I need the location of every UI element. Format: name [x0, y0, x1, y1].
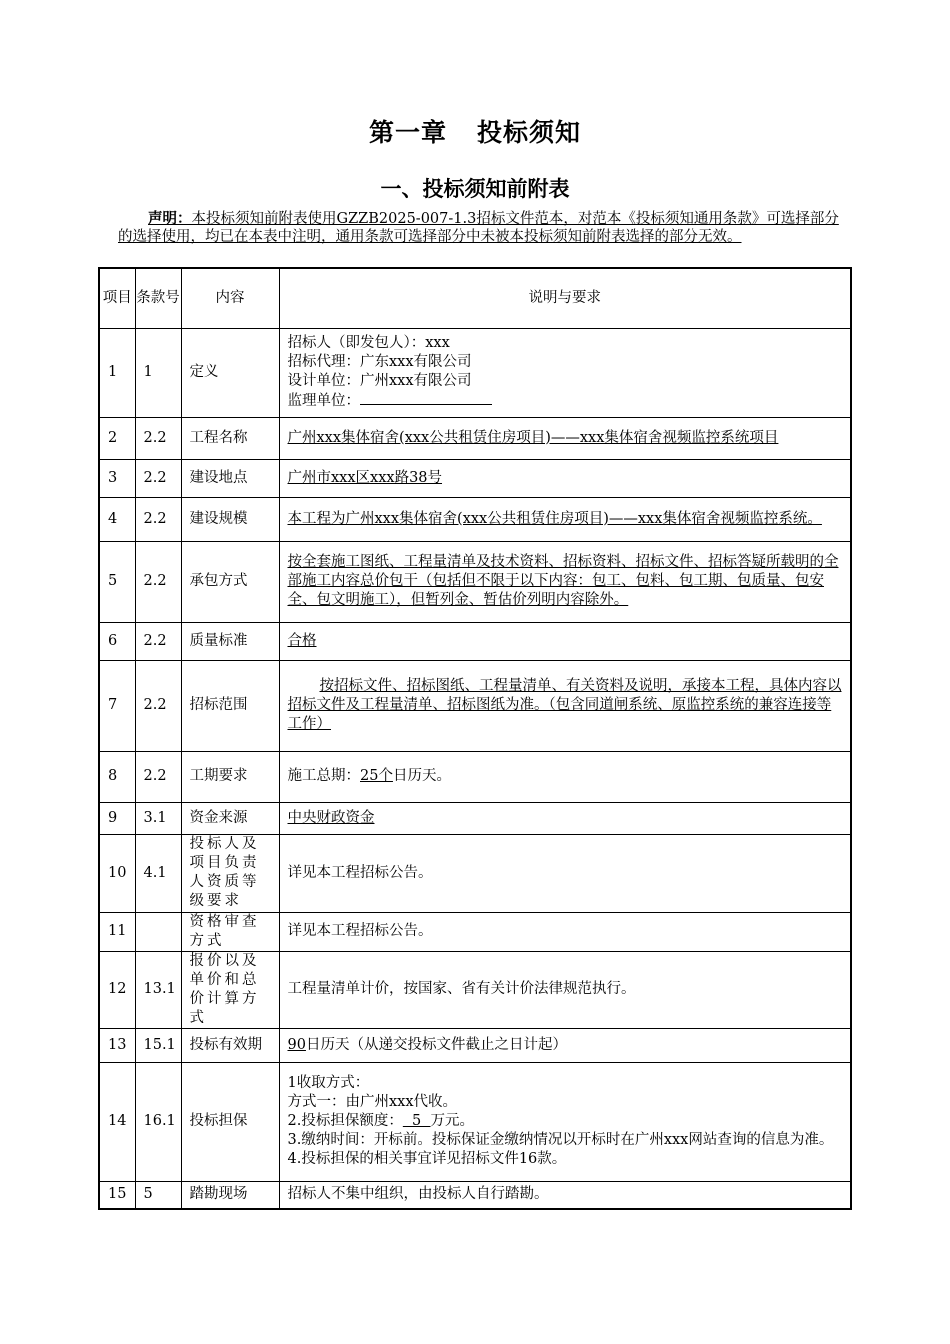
table-row [99, 912, 851, 951]
row-item: 报价以及单价和总价计算方式 [181, 951, 279, 1028]
row-clause: 3.1 [135, 802, 181, 834]
row-desc: 广州xxx集体宿舍(xxx公共租赁住房项目)——xxx集体宿舍视频监控系统项目 [279, 417, 851, 459]
table-row [99, 541, 851, 622]
row-clause: 13.1 [135, 951, 181, 1028]
row-no: 5 [99, 541, 135, 622]
table-row [99, 1062, 851, 1181]
definition-designer: 设计单位：广州xxx有限公司 [287, 373, 472, 389]
row-clause: 16.1 [135, 1062, 181, 1181]
row-desc: 广州市xxx区xxx路38号 [279, 459, 851, 497]
row-no: 8 [99, 751, 135, 802]
chapter-title [0, 113, 950, 149]
bid-notice-table [98, 267, 852, 1210]
row-item: 定义 [181, 328, 279, 417]
row-no: 11 [99, 912, 135, 951]
table-row [99, 459, 851, 497]
row-clause: 1 [135, 328, 181, 417]
row-item: 投标人及项目负责人资质等级要求 [181, 834, 279, 912]
row-item: 资格审查方式 [181, 912, 279, 951]
header-clause: 条款号 [135, 268, 181, 328]
row-desc: 施工总期：25个日历天。 [279, 751, 851, 802]
guarantee-line-3: 2.投标担保额度： 5 万元。 [287, 1113, 475, 1129]
row-item: 建设规模 [181, 497, 279, 541]
row-clause [135, 912, 181, 951]
row-item: 建设地点 [181, 459, 279, 497]
header-desc: 说明与要求 [279, 268, 851, 328]
row-desc: 中央财政资金 [279, 802, 851, 834]
definition-supervisor: 监理单位： [288, 391, 845, 411]
header-no: 项目 [99, 268, 135, 328]
guarantee-line-1: 1收取方式： [287, 1075, 370, 1091]
row-desc: 按招标文件、招标图纸、工程量清单、有关资料及说明，承接本工程，具体内容以招标文件及工程量清单、招标图纸为准。（包含同道闸系统、原监控系统的兼容连接等工作） [279, 660, 851, 751]
row-no: 13 [99, 1028, 135, 1062]
row-item: 资金来源 [181, 802, 279, 834]
row-item: 质量标准 [181, 622, 279, 660]
table-row [99, 328, 851, 417]
section-title: 一、投标须知前附表 [380, 176, 570, 201]
table-row [99, 1028, 851, 1062]
row-no: 3 [99, 459, 135, 497]
row-clause: 2.2 [135, 497, 181, 541]
row-desc: 详见本工程招标公告。 [279, 834, 851, 912]
table-row [99, 660, 851, 751]
table-row [99, 1181, 851, 1209]
row-clause: 2.2 [135, 459, 181, 497]
row-desc: 按全套施工图纸、工程量清单及技术资料、招标资料、招标文件、招标答疑所载明的全部施工内容总价包干（包括但不限于以下内容：包工、包料、包工期、包质量、包安全、包文明施工），但暂列金、暂估价列明内容除外。 [279, 541, 851, 622]
row-no: 12 [99, 951, 135, 1028]
row-no: 14 [99, 1062, 135, 1181]
table-row [99, 497, 851, 541]
table-row [99, 802, 851, 834]
table-row [99, 834, 851, 912]
guarantee-line-4: 3.缴纳时间：开标前。投标保证金缴纳情况以开标时在广州xxx网站查询的信息为准。 [287, 1132, 834, 1148]
row-clause: 2.2 [135, 622, 181, 660]
table-row [99, 751, 851, 802]
table-row [99, 417, 851, 459]
row-item: 踏勘现场 [181, 1181, 279, 1209]
table-header-row [99, 268, 851, 328]
duration-value: 25个 [360, 768, 393, 784]
row-no: 15 [99, 1181, 135, 1209]
chapter-name: 投标须知 [477, 118, 582, 147]
row-clause: 2.2 [135, 417, 181, 459]
row-no: 2 [99, 417, 135, 459]
row-no: 7 [99, 660, 135, 751]
row-item: 承包方式 [181, 541, 279, 622]
row-clause: 2.2 [135, 541, 181, 622]
row-item: 招标范围 [181, 660, 279, 751]
row-desc: 合格 [279, 622, 851, 660]
row-no: 4 [99, 497, 135, 541]
row-desc: 90日历天（从递交投标文件截止之日计起） [279, 1028, 851, 1062]
row-no: 1 [99, 328, 135, 417]
definition-agent: 招标代理：广东xxx有限公司 [287, 354, 472, 370]
row-desc: 工程量清单计价，按国家、省有关计价法律规范执行。 [279, 951, 851, 1028]
blank-line [360, 391, 492, 405]
row-desc: 详见本工程招标公告。 [279, 912, 851, 951]
chapter-number: 第一章 [368, 118, 447, 147]
row-no: 10 [99, 834, 135, 912]
row-item: 工期要求 [181, 751, 279, 802]
table-row [99, 951, 851, 1028]
row-clause: 2.2 [135, 660, 181, 751]
row-clause: 2.2 [135, 751, 181, 802]
definition-tenderer: 招标人（即发包人）：xxx [287, 335, 450, 351]
guarantee-line-2: 方式一：由广州xxx代收。 [287, 1094, 458, 1110]
row-no: 9 [99, 802, 135, 834]
row-desc [279, 328, 851, 417]
row-desc: 本工程为广州xxx集体宿舍(xxx公共租赁住房项目)——xxx集体宿舍视频监控系统。 [279, 497, 851, 541]
row-clause: 15.1 [135, 1028, 181, 1062]
row-item: 投标有效期 [181, 1028, 279, 1062]
table-row [99, 622, 851, 660]
guarantee-amount: 5 [402, 1113, 431, 1129]
row-clause: 5 [135, 1181, 181, 1209]
guarantee-line-5: 4.投标担保的相关事宜详见招标文件16款。 [287, 1151, 567, 1167]
row-desc [279, 1062, 851, 1181]
row-item: 工程名称 [181, 417, 279, 459]
row-item: 投标担保 [181, 1062, 279, 1181]
row-desc: 招标人不集中组织，由投标人自行踏勘。 [279, 1181, 851, 1209]
header-item: 内容 [181, 268, 279, 328]
statement-label: 声明： [148, 210, 192, 227]
statement-text: 本投标须知前附表使用GZZB2025-007-1.3招标文件范本，对范本《投标须知通用条款》可选择部分的选择使用，均已在本表中注明，通用条款可选择部分中未被本投标须知前附表选择的部分无效。 [118, 211, 839, 245]
validity-value: 90 [287, 1036, 306, 1053]
row-no: 6 [99, 622, 135, 660]
row-clause: 4.1 [135, 834, 181, 912]
statement-paragraph [118, 210, 842, 246]
